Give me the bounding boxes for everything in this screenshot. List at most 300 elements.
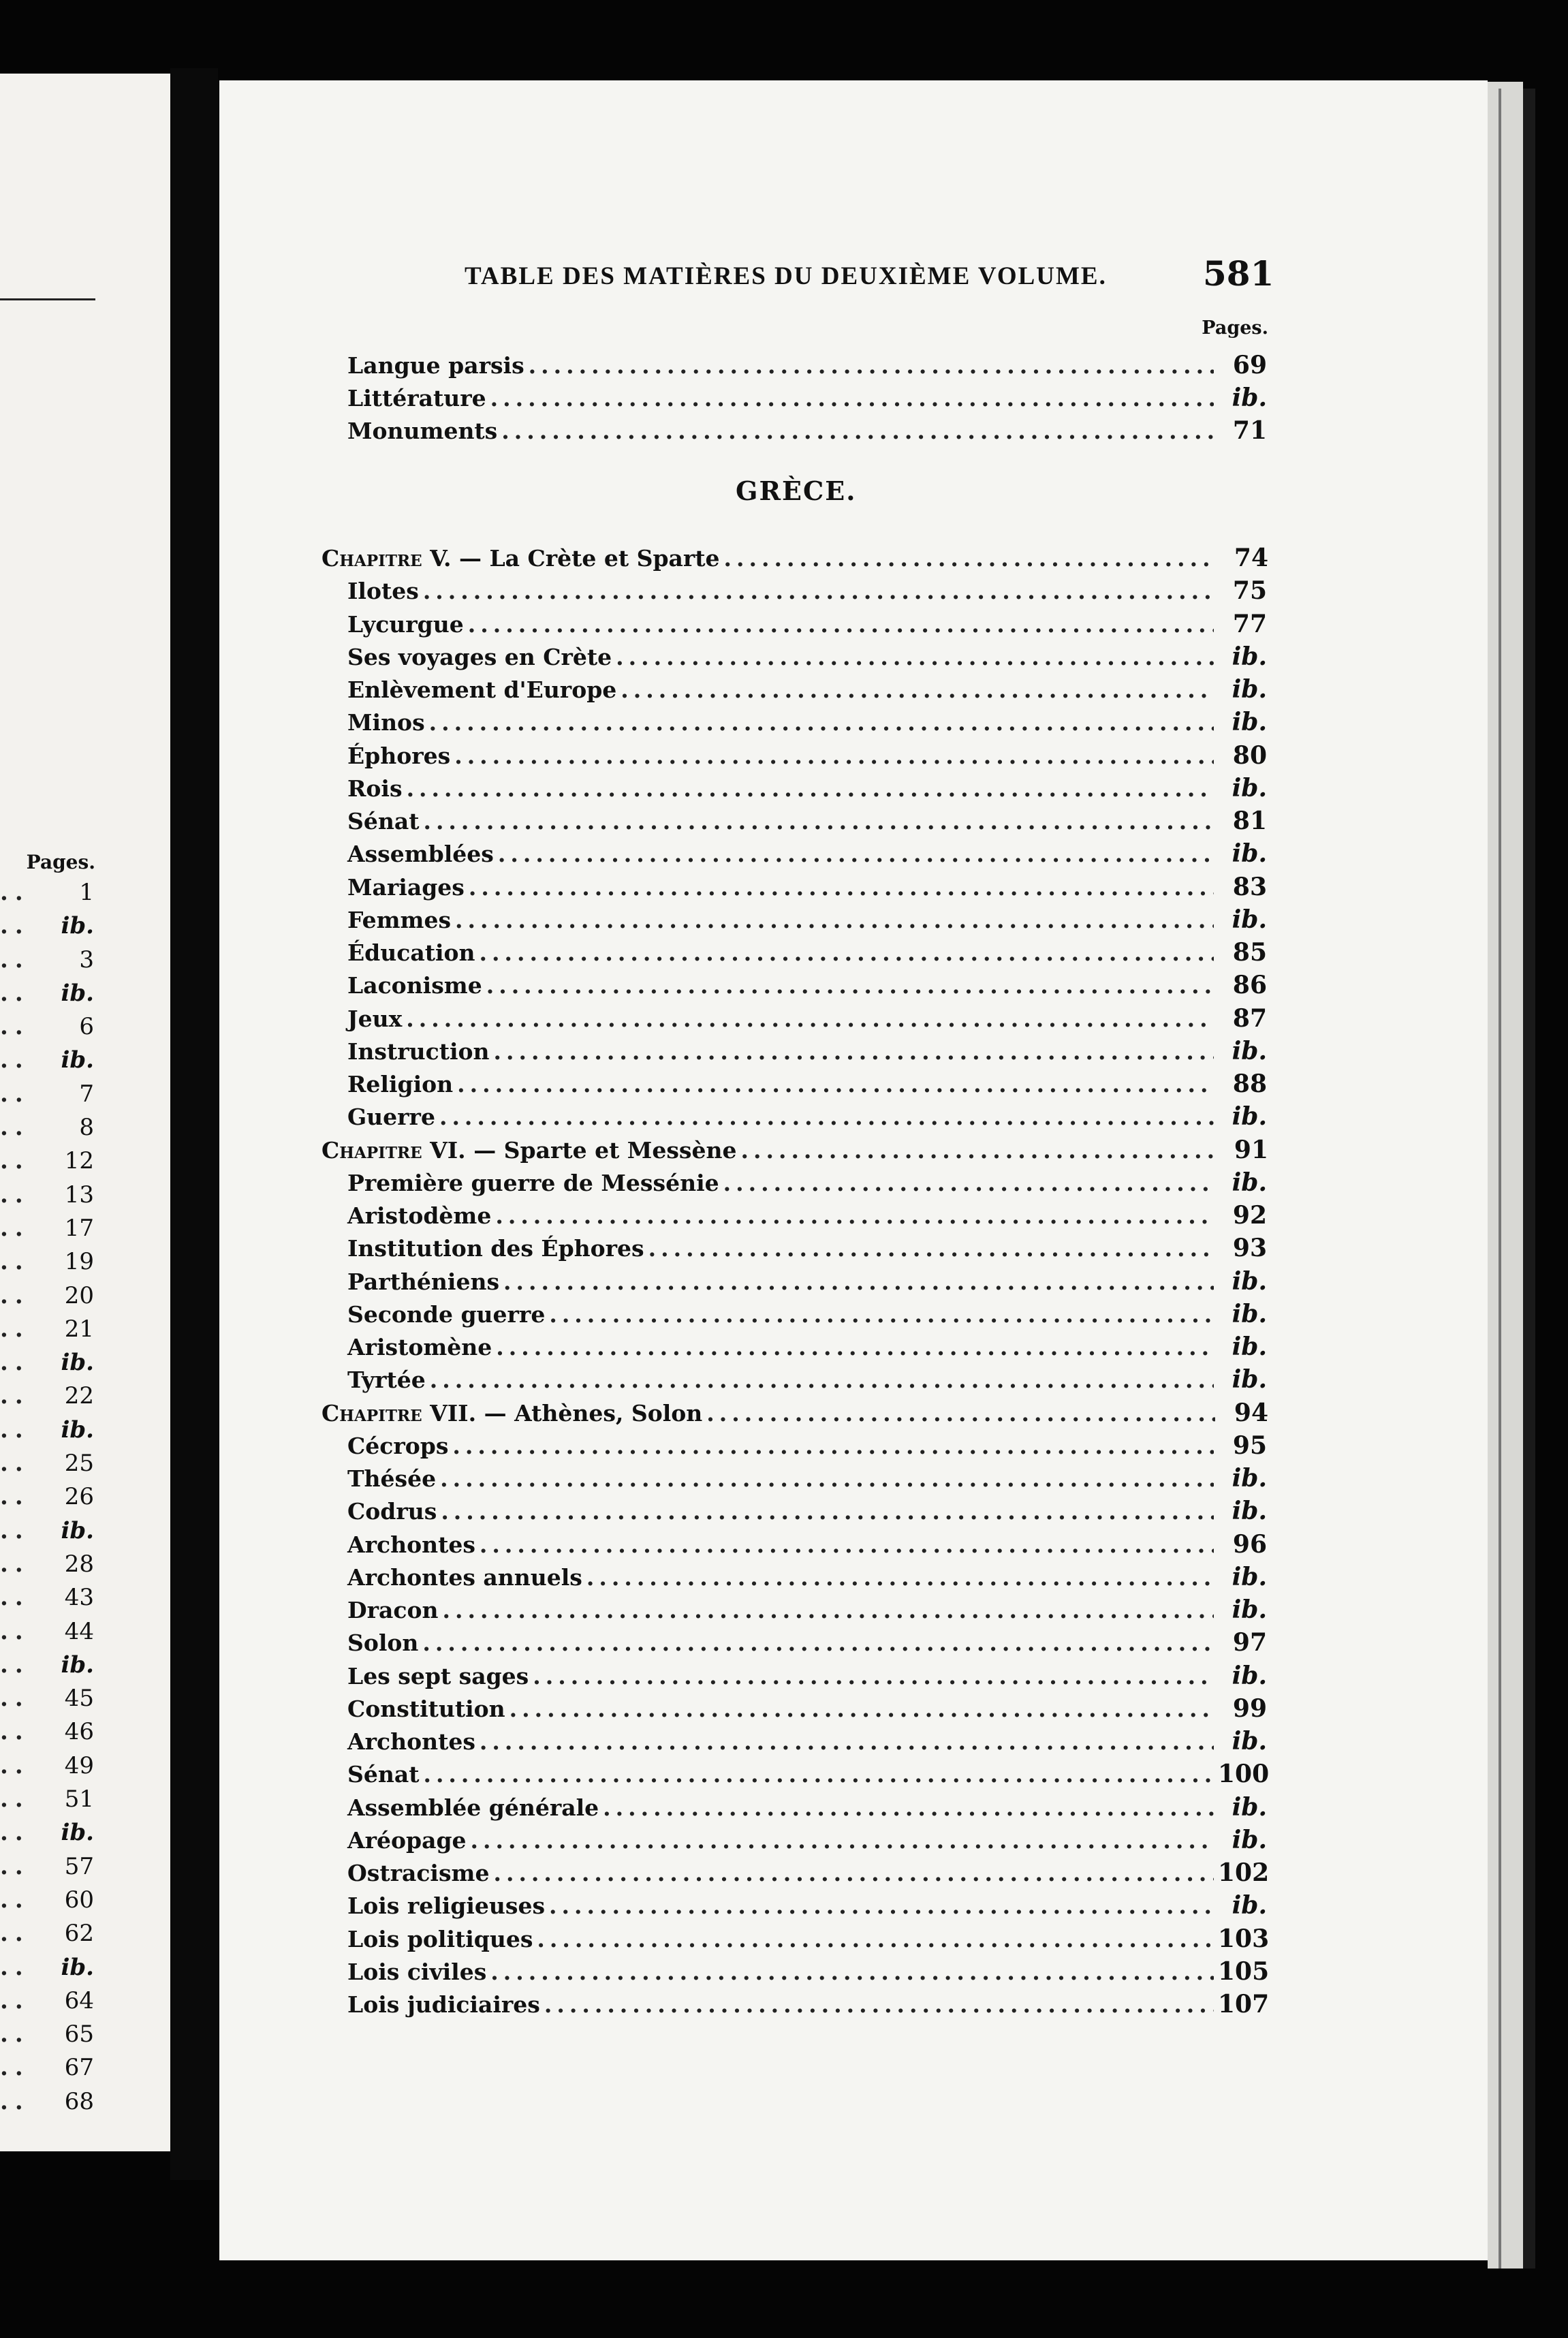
leader-dots: [723, 1167, 1214, 1200]
left-page-number: 19: [64, 1248, 94, 1276]
entry-label: [347, 1693, 505, 1726]
leader-dots: [544, 1989, 1214, 2021]
leader-dots: [452, 1430, 1214, 1463]
entry-page-number: ib.: [1232, 708, 1267, 737]
toc-entry: [347, 1988, 1270, 2021]
left-page-number: 22: [64, 1382, 94, 1410]
entry-label: [322, 1397, 702, 1430]
toc-entry: [347, 871, 1267, 903]
entry-label: [347, 1495, 437, 1528]
entry-label: [347, 1364, 426, 1397]
toc-entry: [347, 837, 1267, 870]
left-page-number: 6: [79, 1013, 94, 1041]
chapter-title: — Athènes, Solon: [484, 1399, 703, 1427]
left-page-number: ib.: [61, 1416, 94, 1444]
page-edge-line: [1499, 89, 1501, 2269]
toc-entry: [347, 903, 1267, 936]
leader-dots: [471, 1824, 1214, 1857]
entry-text: Lois civiles: [347, 1958, 487, 1985]
left-page-row: [0, 1380, 102, 1413]
leader-dots: [533, 1660, 1214, 1693]
entry-text: Constitution: [347, 1695, 505, 1722]
leader-dots: [480, 1529, 1214, 1561]
entry-page-number: 105: [1218, 1957, 1270, 1986]
left-page-number: 57: [64, 1852, 94, 1880]
entry-label: [347, 415, 497, 448]
left-page-row: [0, 1649, 102, 1682]
entry-page-number: ib.: [1232, 1365, 1267, 1394]
left-page-row: [0, 1313, 102, 1346]
left-page-number: 67: [64, 2054, 94, 2082]
leader-dots: [496, 1331, 1214, 1364]
entry-text: Lois judiciaires: [347, 1991, 540, 2018]
entry-text: Seconde guerre: [347, 1300, 546, 1328]
toc-entry: [347, 1002, 1267, 1035]
entry-text: Guerre: [347, 1104, 435, 1131]
leader-dots: ..: [0, 1852, 30, 1880]
book-gutter: [170, 68, 218, 2180]
chapter-heading: [322, 542, 1268, 574]
left-pages-label: Pages.: [26, 851, 95, 873]
leader-dots: ..: [0, 1516, 30, 1544]
toc-entry: [347, 673, 1267, 706]
leader-dots: ..: [0, 1617, 30, 1645]
entry-page-number: 102: [1218, 1858, 1270, 1887]
left-page-number: 64: [64, 1986, 94, 2014]
left-page-row: [0, 1917, 102, 1950]
leader-dots: ..: [0, 1382, 30, 1410]
leader-dots: [494, 1035, 1214, 1068]
leader-dots: ..: [0, 1114, 30, 1142]
entry-label: [347, 1660, 529, 1693]
left-page-row: [0, 1010, 102, 1044]
leader-dots: [495, 1200, 1214, 1232]
leader-dots: ..: [0, 1986, 30, 2014]
facing-page-left: [0, 74, 170, 2151]
toc-entry: [347, 1067, 1267, 1100]
entry-page-number: ib.: [1232, 1497, 1267, 1526]
entry-text: Assemblées: [347, 841, 494, 868]
left-page-number: 44: [64, 1617, 94, 1645]
entry-label: [322, 1134, 736, 1167]
entry-page-number: ib.: [1232, 1891, 1267, 1920]
toc-entry: [347, 414, 1267, 447]
left-page-row: [0, 1144, 102, 1178]
leader-dots: ..: [0, 1651, 30, 1679]
left-page-row: [0, 1682, 102, 1715]
entry-label: [347, 1298, 545, 1331]
left-page-row: [0, 1078, 102, 1111]
left-page-number: 26: [64, 1483, 94, 1511]
section-title: GRÈCE.: [736, 476, 857, 506]
chapter-title: — La Crète et Sparte: [458, 545, 720, 572]
chapter-heading: [322, 1134, 1268, 1166]
leader-dots: [537, 1923, 1214, 1956]
leader-dots: [603, 1792, 1214, 1824]
entry-label: [347, 349, 524, 382]
leader-dots: ..: [0, 1550, 30, 1578]
entry-page-number: ib.: [1232, 1792, 1267, 1822]
left-page-number: ib.: [61, 979, 94, 1007]
entry-label: [347, 1101, 435, 1134]
entry-text: Codrus: [347, 1498, 437, 1525]
entry-label: [347, 1003, 402, 1035]
entry-text: Archontes: [347, 1531, 475, 1558]
entry-label: [347, 1331, 492, 1364]
entry-page-number: ib.: [1232, 642, 1267, 671]
toc-entry: [347, 1429, 1267, 1462]
toc-entry: [347, 739, 1267, 772]
entry-page-number: 91: [1234, 1135, 1268, 1164]
running-title: TABLE DES MATIÈRES DU DEUXIÈME VOLUME.: [465, 262, 1107, 290]
toc-entry: [347, 1265, 1267, 1298]
leader-dots: ..: [0, 2087, 30, 2115]
entry-page-number: ib.: [1232, 1332, 1267, 1361]
left-page-row: [0, 1346, 102, 1380]
page-edge-shadow: [1523, 89, 1535, 2269]
entry-text: Les sept sages: [347, 1662, 529, 1689]
left-page-row: [0, 1179, 102, 1212]
leader-dots: [439, 1101, 1214, 1134]
page-edge: [1488, 82, 1523, 2269]
entry-label: [347, 937, 475, 969]
left-page-row: [0, 2085, 102, 2119]
entry-text: Langue parsis: [347, 352, 524, 379]
leader-dots: ..: [0, 1819, 30, 1847]
entry-page-number: ib.: [1232, 839, 1267, 869]
entry-page-number: ib.: [1232, 1036, 1267, 1065]
leader-dots: ..: [0, 1920, 30, 1948]
entry-label: [347, 838, 494, 871]
entry-text: Éphores: [347, 742, 451, 769]
leader-dots: ..: [0, 1751, 30, 1779]
left-page-row: [0, 1212, 102, 1245]
chapter-number: Chapitre VI.: [322, 1136, 466, 1164]
left-page-number: ib.: [61, 912, 94, 940]
entry-page-number: 107: [1218, 1990, 1270, 2019]
leader-dots: [407, 773, 1214, 805]
leader-dots: [469, 871, 1214, 904]
toc-entry: [347, 1659, 1267, 1692]
entry-label: [347, 740, 450, 773]
leader-dots: [430, 1364, 1214, 1397]
leader-dots: ..: [0, 1013, 30, 1041]
toc-entry: [347, 1856, 1270, 1889]
leader-dots: [441, 1495, 1214, 1528]
left-page-row: [0, 1514, 102, 1548]
left-page-row: [0, 1548, 102, 1581]
entry-text: Littérature: [347, 385, 486, 412]
left-page-number: 7: [79, 1080, 94, 1108]
left-page-row: [0, 1783, 102, 1816]
entry-page-number: 94: [1234, 1398, 1268, 1427]
entry-page-number: 88: [1232, 1070, 1267, 1098]
leader-dots: [429, 706, 1214, 739]
left-page-row: [0, 1480, 102, 1514]
toc-entry: [347, 936, 1267, 969]
entry-text: Instruction: [347, 1038, 490, 1065]
left-page-column: [0, 849, 102, 2119]
left-page-number: ib.: [61, 1651, 94, 1679]
entry-label: [347, 1956, 486, 1989]
leader-dots: ..: [0, 1953, 30, 1981]
entry-text: Aristodème: [347, 1202, 492, 1229]
entry-text: Mariages: [347, 873, 465, 901]
left-page-number: 49: [64, 1751, 94, 1779]
entry-page-number: 86: [1232, 971, 1267, 1000]
toc-entry: [347, 1166, 1267, 1199]
leader-dots: [480, 1726, 1214, 1758]
entry-text: Lois religieuses: [347, 1892, 546, 1920]
left-page-row: [0, 1245, 102, 1279]
left-page-row: [0, 1850, 102, 1884]
entry-label: [322, 542, 720, 575]
entry-text: Parthéniens: [347, 1268, 500, 1295]
left-page-number: ib.: [61, 1349, 94, 1377]
entry-label: [347, 1890, 545, 1922]
entry-text: Ilotes: [347, 578, 419, 605]
left-page-row: [0, 1816, 102, 1850]
left-page-number: 28: [64, 1550, 94, 1578]
entry-text: Enlèvement d'Europe: [347, 676, 617, 703]
entry-label: [347, 871, 465, 904]
toc-entry: [347, 349, 1267, 381]
toc-entry: [347, 969, 1267, 1001]
leader-dots: [648, 1232, 1214, 1265]
chapter-number: Chapitre V.: [322, 545, 452, 572]
leader-dots: ..: [0, 1584, 30, 1612]
leader-dots: [457, 1068, 1214, 1101]
entry-text: Aristomène: [347, 1334, 492, 1360]
entry-page-number: 95: [1232, 1431, 1267, 1460]
toc-entry: [347, 1824, 1267, 1856]
toc-entry: [347, 1889, 1267, 1922]
entry-label: [347, 773, 403, 805]
toc-entry: [347, 574, 1267, 607]
toc-entry: [347, 1692, 1267, 1725]
toc-entry: [347, 381, 1267, 414]
toc-entry: [347, 1199, 1267, 1232]
toc-entry: [347, 1791, 1267, 1824]
entry-page-number: 103: [1218, 1924, 1270, 1953]
left-page-number: 45: [64, 1685, 94, 1713]
entry-text: Rois: [347, 775, 403, 802]
entry-page-number: 69: [1232, 351, 1267, 379]
left-page-row: [0, 2018, 102, 2051]
entry-page-number: ib.: [1232, 1168, 1267, 1197]
entry-label: [347, 575, 419, 608]
leader-dots: ..: [0, 1416, 30, 1444]
entry-label: [347, 904, 451, 937]
left-page-row: [0, 1279, 102, 1313]
entry-page-number: 74: [1234, 544, 1268, 572]
leader-dots: ..: [0, 1349, 30, 1377]
leader-dots: [422, 1627, 1214, 1659]
entry-text: Première guerre de Messénie: [347, 1169, 719, 1196]
leader-dots: [490, 1956, 1214, 1989]
entry-page-number: 97: [1232, 1628, 1267, 1657]
toc-entry: [347, 1922, 1270, 1955]
entry-text: Institution des Éphores: [347, 1235, 644, 1262]
entry-page-number: ib.: [1232, 1562, 1267, 1591]
left-page-rule: [0, 298, 95, 300]
page-number: 581: [1203, 253, 1274, 294]
entry-page-number: ib.: [1232, 905, 1267, 934]
left-page-row: [0, 1581, 102, 1615]
entry-label: [347, 1167, 719, 1200]
entry-label: [347, 674, 616, 706]
entry-page-number: 83: [1232, 872, 1267, 901]
toc-entry: [347, 608, 1267, 640]
entry-page-number: ib.: [1232, 384, 1267, 413]
leader-dots: ..: [0, 2021, 30, 2048]
entry-text: Lycurgue: [347, 610, 464, 638]
entry-label: [347, 1200, 491, 1232]
entry-label: [347, 1232, 644, 1265]
left-page-row: [0, 1044, 102, 1077]
leader-dots: [454, 740, 1214, 773]
leader-dots: ..: [0, 1046, 30, 1074]
leader-dots: ..: [0, 1450, 30, 1478]
entry-text: Dracon: [347, 1597, 439, 1623]
leader-dots: ..: [0, 1685, 30, 1713]
entry-label: [347, 706, 425, 739]
entry-text: Laconisme: [347, 972, 482, 999]
entry-label: [347, 1923, 533, 1956]
leader-dots: [479, 937, 1214, 969]
left-page-row: [0, 909, 102, 943]
left-page-row: [0, 1447, 102, 1480]
leader-dots: ..: [0, 1080, 30, 1108]
entry-page-number: ib.: [1232, 1102, 1267, 1132]
left-page-row: [0, 944, 102, 977]
entry-label: [347, 641, 612, 674]
entry-page-number: 87: [1232, 1003, 1267, 1033]
toc-entry: [347, 1232, 1267, 1264]
left-page-number: 25: [64, 1450, 94, 1478]
left-page-row: [0, 977, 102, 1010]
leader-dots: ..: [0, 1786, 30, 1813]
entry-text: Archontes: [347, 1728, 475, 1755]
leader-dots: ..: [0, 946, 30, 973]
left-page-row: [0, 876, 102, 909]
leader-dots: ..: [0, 1718, 30, 1746]
left-page-number: ib.: [61, 1046, 94, 1074]
entry-page-number: 99: [1232, 1694, 1267, 1723]
left-page-number: 20: [64, 1281, 94, 1309]
entry-label: [347, 1035, 490, 1068]
left-page-row: [0, 1111, 102, 1144]
left-page-number: 68: [64, 2087, 94, 2115]
leader-dots: [455, 904, 1214, 937]
left-page-number: ib.: [61, 1953, 94, 1981]
left-page-number: 65: [64, 2021, 94, 2048]
leader-dots: [423, 805, 1214, 838]
toc-entry: [347, 1495, 1267, 1527]
entry-label: [347, 382, 486, 415]
entry-label: [347, 1594, 438, 1627]
entry-text: Cécrops: [347, 1432, 449, 1459]
left-page-number: ib.: [61, 1819, 94, 1847]
leader-dots: ..: [0, 1181, 30, 1209]
leader-dots: ..: [0, 1147, 30, 1175]
entry-label: [347, 1792, 599, 1824]
entry-page-number: ib.: [1232, 1464, 1267, 1493]
entry-text: Ses voyages en Crète: [347, 643, 612, 670]
toc-entry: [347, 1593, 1267, 1626]
leader-dots: [621, 674, 1214, 706]
toc-entry: [347, 1725, 1267, 1758]
left-page-number: 12: [64, 1147, 94, 1175]
entry-text: Tyrtée: [347, 1367, 426, 1394]
toc-entry: [347, 1363, 1267, 1396]
left-page-number: 60: [64, 1886, 94, 1914]
left-page-number: 8: [79, 1114, 94, 1142]
leader-dots: [442, 1594, 1214, 1627]
entry-label: [347, 1068, 453, 1101]
entry-text: Archontes annuels: [347, 1563, 582, 1591]
entry-page-number: ib.: [1232, 1299, 1267, 1328]
entry-text: Assemblée générale: [347, 1794, 599, 1821]
leader-dots: [724, 542, 1215, 575]
entry-page-number: ib.: [1232, 1825, 1267, 1854]
entry-page-number: 92: [1232, 1201, 1267, 1230]
entry-text: Aréopage: [347, 1826, 467, 1854]
entry-label: [347, 805, 419, 838]
leader-dots: [501, 415, 1214, 448]
left-page-number: 46: [64, 1718, 94, 1746]
left-page-number: 51: [64, 1786, 94, 1813]
left-page-row: [0, 1984, 102, 2018]
left-page-row: [0, 2051, 102, 2085]
entry-page-number: 75: [1232, 576, 1267, 606]
entry-page-number: 85: [1232, 938, 1267, 967]
toc-entry: [347, 1561, 1267, 1593]
leader-dots: [549, 1890, 1214, 1922]
left-page-row: [0, 1749, 102, 1783]
toc-entry: [347, 1528, 1267, 1561]
leader-dots: ..: [0, 1483, 30, 1511]
entry-page-number: ib.: [1232, 1595, 1267, 1624]
entry-text: Religion: [347, 1071, 454, 1097]
entry-text: Femmes: [347, 906, 452, 933]
toc-entry: [347, 1626, 1267, 1659]
leader-dots: ..: [0, 2054, 30, 2082]
left-page-number: ib.: [61, 1516, 94, 1544]
toc-entry: [347, 1955, 1270, 1988]
leader-dots: ..: [0, 1214, 30, 1242]
toc-entry: [347, 706, 1267, 738]
left-page-number: 17: [64, 1214, 94, 1242]
toc-entry: [347, 805, 1267, 837]
left-page-number: 3: [79, 946, 94, 973]
leader-dots: ..: [0, 979, 30, 1007]
leader-dots: ..: [0, 879, 30, 906]
entry-label: [347, 1824, 467, 1857]
entry-text: Solon: [347, 1630, 419, 1657]
leader-dots: [486, 969, 1214, 1002]
leader-dots: ..: [0, 912, 30, 940]
toc-entry: [347, 1758, 1270, 1790]
entry-label: [347, 1857, 489, 1890]
entry-label: [347, 1529, 475, 1561]
entry-page-number: 100: [1218, 1760, 1270, 1789]
entry-label: [347, 1463, 436, 1495]
left-page-row: [0, 1715, 102, 1749]
left-page-number: 43: [64, 1584, 94, 1612]
leader-dots: [490, 382, 1214, 415]
left-page-number: 1: [79, 879, 94, 906]
